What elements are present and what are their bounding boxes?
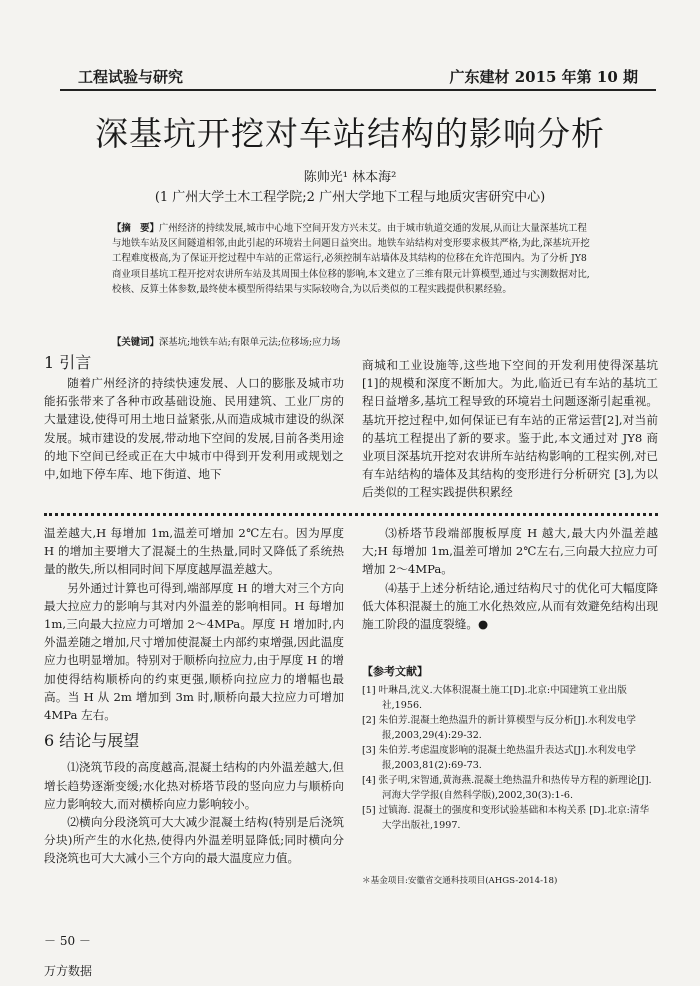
intro-left-column	[44, 374, 344, 483]
section-heading-intro: 1 引言	[44, 353, 92, 372]
lower-right-column	[362, 524, 658, 633]
fund-note: ＊基金项目:安徽省交通科技项目(AHGS-2014-18)	[362, 876, 558, 886]
lower-left-column	[44, 524, 344, 868]
page-number: － 50 －	[44, 934, 91, 948]
affiliation: (1 广州大学土木工程学院;2 广州大学地下工程与地质灾害研究中心)	[154, 190, 546, 205]
keywords-text: 深基坑;地铁车站;有限单元法;位移场;应力场	[158, 337, 341, 348]
authors: 陈帅光¹ 林本海²	[303, 170, 397, 185]
intro-paragraph: 随着广州经济的持续快速发展、人口的膨胀及城市功能拓张带来了各种市政基础设施、民用建筑、工业厂房的大量建设,使得可用土地日益紧张,从而造成城市建设的纵深发展。城市建设的发展,带动地下空间的发展,目前各类用途的地下空间已经或正在大中城市中得到开发利用或规划之中,如地下停车库、地下街道、地下	[44, 376, 344, 482]
journal-section-header: 工程试验与研究	[78, 68, 184, 86]
abstract	[112, 221, 592, 297]
section-heading-conclusion: 6 结论与展望	[44, 731, 140, 751]
references	[362, 664, 658, 833]
conclusion-2: ⑵横向分段浇筑可大大减少混凝土结构(特别是后浇筑分块)所产生的水化热,使得内外温差明显降低;同时横向分段浇筑也可大大减小三个方向的最大温度应力值。	[44, 815, 344, 866]
reference-item: [5] 过镇海. 混凝土的强度和变形试验基础和本构关系 [D].北京:清华大学出版社,1997.	[362, 805, 650, 831]
conclusion-1: ⑴浇筑节段的高度越高,混凝土结构的内外温差越大,但增长趋势逐渐变缓;水化热对桥塔节段的竖向应力与顺桥向应力影响较大,而对横桥向应力影响较小。	[44, 760, 344, 811]
intro-right-column	[362, 356, 658, 502]
abstract-text: 广州经济的持续发展,城市中心地下空间开发方兴未艾。由于城市轨道交通的发展,从而让大量深基坑工程与地铁车站及区间隧道相邻,由此引起的环境岩土问题日益突出。地铁车站结构对变形要求极其严格,为此,深基坑开挖工程难度极高,为了保证开挖过程中车站的正常运行,必须控制车站墙体及其结构的位移在允许范围内。为了分析 JY8 商业项目基坑工程开挖对农讲所车站及其周围土体位移的影响,本文建立了三维有限元计算模型,通过与实测数据对比,校核、反算土体参数,最终使本模型所得结果与实际较吻合,为以后类似的工程实践提供积累经验。	[112, 223, 590, 295]
intro-continuation: 商城和工业设施等,这些地下空间的开发利用使得深基坑[1]的规模和深度不断加大。为此,临近已有车站的基坑工程日益增多,基坑工程导致的环境岩土问题逐渐引起重视。基坑开挖过程中,如何保证已有车站的正常运营[2],对当前的基坑工程提出了新的要求。鉴于此,本文通过对 JY8 商业项目深基坑开挖对农讲所车站结构影响的工程实例,对已有车站结构的墙体及其结构的变形进行分析研究 [3],为以后类似的工程实践提供积累经	[362, 358, 658, 500]
page-splice-divider	[44, 513, 658, 516]
conclusion-4: ⑷基于上述分析结论,通过结构尺寸的优化可大幅度降低大体积混凝土的施工水化热效应,从而有效避免结构出现施工阶段的温度裂缝。●	[362, 580, 658, 632]
watermark-source: 万方数据	[44, 964, 93, 978]
header-rule	[60, 89, 656, 91]
reference-item: [3] 朱伯芳.考虑温度影响的混凝土绝热温升表达式[J].水利发电学报,2003,81(2):69-73.	[362, 745, 636, 771]
temperature-paragraph: 温差越大,H 每增加 1m,温差可增加 2℃左右。因为厚度 H 的增加主要增大了混凝土的生热量,同时又降低了系统热量的散失,所以相同时间下厚度越厚温差越大。	[44, 526, 344, 577]
reference-item: [4] 张子明,宋智通,黄海燕.混凝土绝热温升和热传导方程的新理论[J].河海大学学报(自然科学版),2002,30(3):1-6.	[362, 775, 652, 801]
article-title: 深基坑开挖对车站结构的影响分析	[95, 114, 605, 153]
reference-item: [2] 朱伯芳.混凝土绝热温升的新计算模型与反分析[J].水利发电学报,2003,29(4):29-32.	[362, 715, 636, 741]
keywords-label: 【关键词】	[112, 337, 159, 348]
references-heading: 【参考文献】	[362, 665, 428, 678]
reference-item: [1] 叶琳昌,沈义.大体积混凝土施工[D].北京:中国建筑工业出版社,1956.	[362, 685, 627, 711]
journal-issue-header: 广东建材 2015 年第 10 期	[449, 68, 638, 86]
conclusion-3: ⑶桥塔节段端部腹板厚度 H 越大,最大内外温差越大;H 每增加 1m,温差可增加 2℃左右,三向最大拉应力可增加 2～4MPa。	[362, 526, 658, 577]
stress-paragraph: 另外通过计算也可得到,端部厚度 H 的增大对三个方向最大拉应力的影响与其对内外温差的影响相同。H 每增加 1m,三向最大拉应力可增加 2～4MPa。厚度 H 增加时,内外温差随之增加,尺寸增加使混凝土内部约束增强,因此温度应力也明显增加。特别对于顺桥向拉应力,由于厚度 H 的增加使得结构顺桥向的约束更强,顺桥向拉应力的增幅也最高。当 H 从 2m 增加到 3m 时,顺桥向最大拉应力可增加 4MPa 左右。	[44, 580, 344, 723]
abstract-label: 【摘 要】	[112, 223, 159, 234]
keywords	[112, 334, 592, 348]
